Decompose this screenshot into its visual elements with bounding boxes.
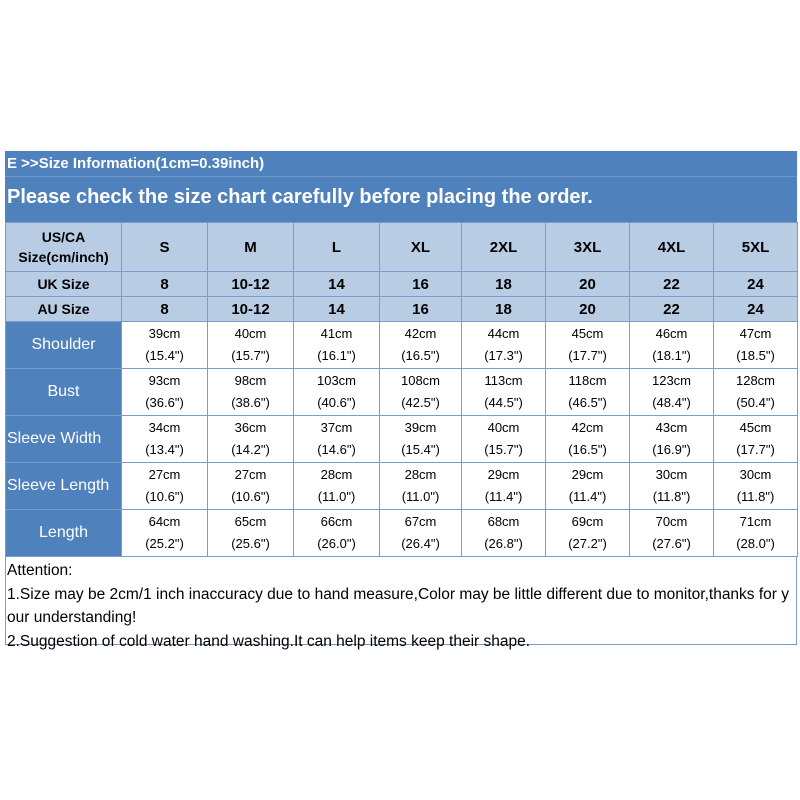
size-value-cell: 18 [462,297,546,322]
measurement-label: Bust [6,369,122,416]
measurement-inch: (17.3") [484,348,523,363]
measurement-cm: 41cm [320,326,353,341]
measurement-cell [122,463,208,510]
measurement-cell [714,322,798,369]
size-value-cell: 2XL [462,223,546,272]
measurement-inch: (17.7") [736,442,775,457]
measurement-cell [380,369,462,416]
measurement-inch: (15.7") [231,348,270,363]
measurement-cm: 71cm [739,514,772,529]
size-value-cell: 20 [546,272,630,297]
measurement-cm: 128cm [735,373,776,388]
measurement-cell [380,322,462,369]
measurement-cm: 46cm [655,326,688,341]
measurement-cell [630,463,714,510]
measurement-cm: 30cm [655,467,688,482]
size-table [5,222,798,557]
measurement-cell [714,416,798,463]
measurement-inch: (14.6") [317,442,356,457]
size-value-cell: S [122,223,208,272]
measurement-inch: (10.6") [231,489,270,504]
measurement-cell [208,369,294,416]
measurement-inch: (15.4") [145,348,184,363]
measurement-cell [714,369,798,416]
size-value-cell: 3XL [546,223,630,272]
order-notice-banner: Please check the size chart carefully before placing the order. [5,177,797,222]
measurement-inch: (26.8") [484,536,523,551]
measurement-cell [208,510,294,557]
measurement-inch: (17.7") [568,348,607,363]
measurement-cell [380,510,462,557]
measurement-inch: (40.6") [317,395,356,410]
measurement-cm: 123cm [651,373,692,388]
measurement-cell [462,322,546,369]
measurement-cm: 67cm [404,514,437,529]
measurement-inch: (46.5") [568,395,607,410]
measurement-cell [294,463,380,510]
size-value-cell: 10-12 [208,297,294,322]
measurement-cm: 42cm [404,326,437,341]
measurement-cm: 44cm [487,326,520,341]
measurement-cm: 98cm [234,373,267,388]
attention-title: Attention: [7,562,73,579]
measurement-inch: (16.1") [317,348,356,363]
measurement-cm: 36cm [234,420,267,435]
measurement-cm: 40cm [234,326,267,341]
measurement-cell [380,463,462,510]
measurement-cell [122,322,208,369]
size-system-label: AU Size [6,297,122,322]
size-value-cell: 8 [122,272,208,297]
measurement-inch: (36.6") [145,395,184,410]
measurement-cm: 103cm [316,373,357,388]
measurement-label: Sleeve Width [6,416,122,463]
size-system-label: US/CA Size(cm/inch) [6,223,122,272]
measurement-inch: (13.4") [145,442,184,457]
size-value-cell: 24 [714,297,798,322]
measurement-cm: 39cm [404,420,437,435]
measurement-inch: (26.0") [317,536,356,551]
measurement-cell [122,510,208,557]
measurement-label: Length [6,510,122,557]
measurement-inch: (25.6") [231,536,270,551]
measurement-cm: 108cm [400,373,441,388]
measurement-inch: (14.2") [231,442,270,457]
measurement-cm: 45cm [739,420,772,435]
size-system-label: UK Size [6,272,122,297]
size-header-row [6,223,798,272]
measurement-cell [122,416,208,463]
measurement-cell [630,510,714,557]
measurement-inch: (28.0") [736,536,775,551]
size-value-cell: 14 [294,272,380,297]
measurement-inch: (11.0") [317,489,356,504]
measurement-inch: (25.2") [145,536,184,551]
measurement-inch: (27.2") [568,536,607,551]
measurement-row [6,322,798,369]
size-value-cell: XL [380,223,462,272]
measurement-cm: 64cm [148,514,181,529]
measurement-cell [294,369,380,416]
measurement-row [6,463,798,510]
measurement-cm: 113cm [484,373,523,388]
attention-note-1: 1.Size may be 2cm/1 inch inaccuracy due to hand measure,Color may be little different due to monitor,thanks for your understanding! [7,585,790,626]
measurement-cm: 40cm [487,420,520,435]
measurement-cell [294,510,380,557]
measurement-cell [546,463,630,510]
measurement-cell [546,369,630,416]
size-value-cell: 24 [714,272,798,297]
measurement-cm: 28cm [404,467,437,482]
measurement-cell [462,416,546,463]
measurement-inch: (11.8") [652,489,691,504]
measurement-cm: 37cm [320,420,353,435]
measurement-cm: 68cm [487,514,520,529]
measurement-inch: (10.6") [145,489,184,504]
measurement-cm: 27cm [148,467,181,482]
measurement-cell [462,369,546,416]
measurement-cm: 29cm [487,467,520,482]
measurement-inch: (44.5") [484,395,523,410]
measurement-inch: (11.8") [736,489,775,504]
measurement-cell [380,416,462,463]
size-value-cell: 16 [380,272,462,297]
measurement-inch: (18.1") [652,348,691,363]
measurement-cell [208,416,294,463]
measurement-row [6,510,798,557]
measurement-cell [462,463,546,510]
size-header-row [6,297,798,322]
measurement-cm: 30cm [739,467,772,482]
measurement-cell [630,416,714,463]
measurement-cell [208,463,294,510]
measurement-cell [546,322,630,369]
measurement-cm: 39cm [148,326,181,341]
measurement-inch: (11.4") [568,489,607,504]
attention-notes [5,557,797,650]
measurement-cm: 93cm [148,373,181,388]
measurement-cm: 42cm [571,420,604,435]
measurement-inch: (15.7") [484,442,523,457]
measurement-cell [294,322,380,369]
measurement-cell [630,322,714,369]
size-value-cell: 14 [294,297,380,322]
measurement-label: Sleeve Length [6,463,122,510]
size-value-cell: 22 [630,272,714,297]
measurement-cell [208,322,294,369]
measurement-cm: 43cm [655,420,688,435]
measurement-cell [122,369,208,416]
measurement-cell [546,416,630,463]
measurement-inch: (26.4") [401,536,440,551]
measurement-cm: 27cm [234,467,267,482]
measurement-cell [714,510,798,557]
measurement-row [6,369,798,416]
measurement-cm: 69cm [571,514,604,529]
measurement-inch: (15.4") [401,442,440,457]
measurement-row [6,416,798,463]
size-value-cell: 10-12 [208,272,294,297]
measurement-label: Shoulder [6,322,122,369]
measurement-cell [462,510,546,557]
measurement-cm: 47cm [739,326,772,341]
size-header-row [6,272,798,297]
measurement-cell [546,510,630,557]
size-value-cell: L [294,223,380,272]
measurement-cm: 28cm [320,467,353,482]
measurement-inch: (38.6") [231,395,270,410]
size-value-cell: 8 [122,297,208,322]
measurement-cell [294,416,380,463]
measurement-cm: 65cm [234,514,267,529]
measurement-inch: (16.9") [652,442,691,457]
measurement-inch: (42.5") [401,395,440,410]
measurement-cm: 66cm [320,514,353,529]
size-value-cell: 18 [462,272,546,297]
measurement-inch: (16.5") [568,442,607,457]
measurement-inch: (11.0") [401,489,440,504]
size-value-cell: 16 [380,297,462,322]
measurement-cm: 34cm [148,420,181,435]
size-value-cell: 22 [630,297,714,322]
measurement-cm: 70cm [655,514,688,529]
measurement-cell [714,463,798,510]
size-value-cell: 4XL [630,223,714,272]
measurement-cm: 45cm [571,326,604,341]
size-value-cell: 5XL [714,223,798,272]
measurement-inch: (16.5") [401,348,440,363]
measurement-cm: 118cm [568,373,607,388]
measurement-inch: (48.4") [652,395,691,410]
measurement-inch: (50.4") [736,395,775,410]
size-value-cell: M [208,223,294,272]
measurement-inch: (27.6") [652,536,691,551]
measurement-cell [630,369,714,416]
size-value-cell: 20 [546,297,630,322]
size-info-banner: E >>Size Information(1cm=0.39inch) [5,151,797,177]
size-chart [5,151,797,650]
measurement-cm: 29cm [571,467,604,482]
measurement-inch: (11.4") [484,489,523,504]
measurement-inch: (18.5") [736,348,775,363]
attention-note-2: 2.Suggestion of cold water hand washing.It can help items keep their shape. [7,632,531,650]
